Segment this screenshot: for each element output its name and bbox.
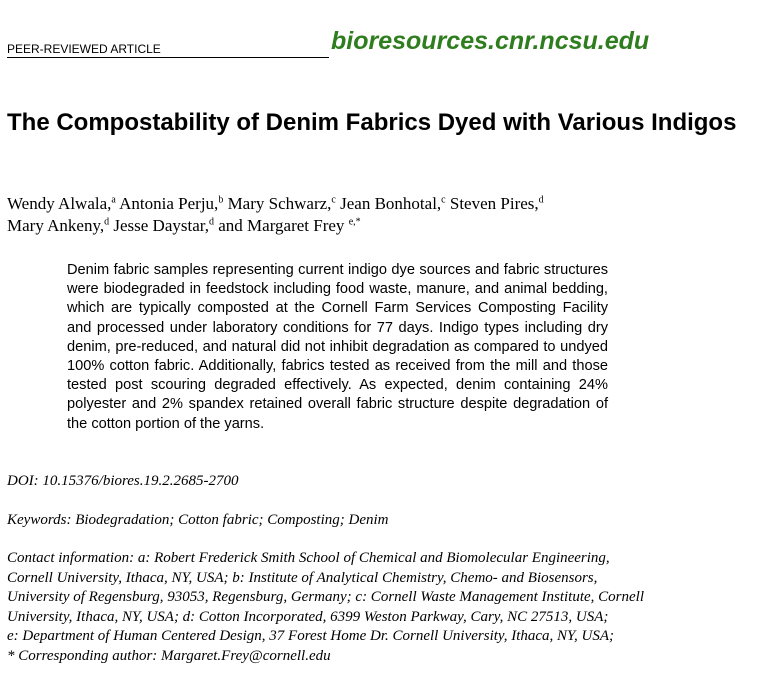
author-affiliation-mark: c: [331, 194, 336, 206]
corresponding-author: * Corresponding author: Margaret.Frey@cornell.edu: [7, 647, 331, 664]
author-name: Steven Pires,: [449, 194, 539, 213]
contact-line: University of Regensburg, 93053, Regensburg, Germany; c: Cornell Waste Management Institute, Cornell: [7, 589, 644, 606]
author-name: Mary Schwarz,: [227, 194, 332, 213]
contact-line: University, Ithaca, NY, USA; d: Cotton Incorporated, 6399 Weston Parkway, Cary, NC 27513, USA;: [7, 608, 609, 625]
author-affiliation-mark: a: [111, 194, 116, 206]
author-name: Jean Bonhotal,: [340, 194, 442, 213]
author-affiliation-mark: d: [104, 216, 110, 228]
journal-website[interactable]: bioresources.cnr.ncsu.edu: [331, 27, 650, 55]
doi[interactable]: DOI: 10.15376/biores.19.2.2685-2700: [7, 473, 239, 489]
keywords: Keywords: Biodegradation; Cotton fabric; Composting; Denim: [7, 512, 389, 528]
contact-line: Contact information: a: Robert Frederick Smith School of Chemical and Biomolecular Engineering,: [7, 550, 610, 566]
author-name: Mary Ankeny,: [7, 216, 105, 235]
contact-information: [7, 549, 777, 667]
article-type-label: PEER-REVIEWED ARTICLE: [7, 42, 329, 58]
author-affiliation-mark: c: [441, 194, 446, 206]
author-list: [7, 193, 767, 237]
page-header: [7, 22, 777, 62]
contact-line: e: Department of Human Centered Design, 37 Forest Home Dr. Cornell University, Ithaca, NY, USA;: [7, 628, 615, 645]
author-affiliation-mark: d: [208, 216, 214, 228]
author-name: Jesse Daystar,: [113, 216, 209, 235]
abstract: Denim fabric samples representing current indigo dye sources and fabric structures were biodegraded in feedstock including food waste, manure, and animal bedding, which are typically composted at the Cornell Farm Services Composting Facility and processed under laboratory conditions for 77 days. Indigo types including dry denim, pre-reduced, and natural did not inhibit degradation as compared to undyed 100% cotton fabric. Additionally, fabrics tested as received from the mill and those tested post scouring degraded effectively. As expected, denim containing 24% polyester and 2% spandex retained overall fabric structure despite degradation of the cotton portion of the yarns.: [67, 262, 608, 432]
author-affiliation-mark: e,*: [348, 216, 361, 228]
author-name: Antonia Perju,: [119, 194, 219, 213]
contact-line: Cornell University, Ithaca, NY, USA; b: Institute of Analytical Chemistry, Chemo- and Biosensors,: [7, 569, 598, 586]
author-name: Wendy Alwala,: [7, 194, 112, 213]
author-name: and Margaret Frey: [218, 216, 345, 235]
author-affiliation-mark: d: [538, 194, 544, 206]
author-affiliation-mark: b: [218, 194, 224, 206]
article-title: The Compostability of Denim Fabrics Dyed with Various Indigos: [7, 109, 737, 136]
